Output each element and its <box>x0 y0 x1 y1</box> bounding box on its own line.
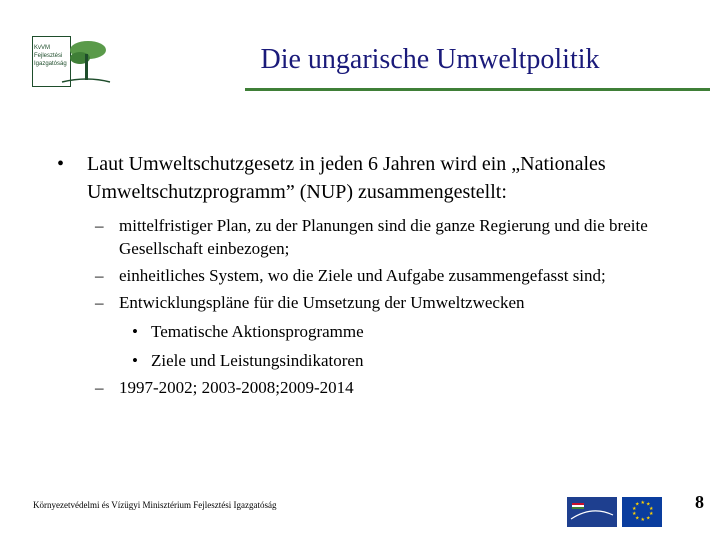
main-bullet-text: Laut Umweltschutzgesetz in jeden 6 Jahren wird ein „Nationales Umweltschutzprogramm” (NUP) zusammengestellt: <box>87 153 606 203</box>
logo-text <box>34 44 70 68</box>
hungarian-presidency-flag-icon <box>567 497 617 527</box>
sub-sub-bullet <box>57 349 677 372</box>
logo-line: Fejlesztési <box>34 53 63 59</box>
sub-bullet <box>57 214 677 260</box>
dash-mark: – <box>95 266 104 285</box>
sub-bullet-text: Entwicklungspläne für die Umsetzung der Umweltzwecken <box>119 293 525 312</box>
sub-bullet <box>57 264 677 287</box>
footer-organization: Környezetvédelmi és Vízügyi Minisztérium Fejlesztési Igazgatóság <box>33 500 277 510</box>
dash-mark: – <box>95 216 104 235</box>
bullet-mark: • <box>132 351 138 370</box>
page-number: 8 <box>695 492 704 512</box>
sub-bullet-text: einheitliches System, wo die Ziele und Aufgabe zusammengefasst sind; <box>119 266 606 285</box>
logo-line: Igazgatóság <box>34 61 67 67</box>
sub-bullet <box>57 376 677 399</box>
ministry-logo <box>32 36 112 94</box>
sub-bullet <box>57 291 677 314</box>
slide-title: Die ungarische Umweltpolitik <box>260 44 600 75</box>
svg-text:★: ★ <box>632 511 637 517</box>
sub-bullet-text: mittelfristiger Plan, zu der Planungen sind die ganze Regierung und die breite Gesellschaft einbezogen; <box>119 216 648 258</box>
svg-text:★: ★ <box>640 517 645 523</box>
slide-content <box>57 150 677 399</box>
sub-sub-bullet-text: Tematische Aktionsprogramme <box>151 322 364 341</box>
svg-text:★: ★ <box>646 501 651 508</box>
dash-mark: – <box>95 293 104 312</box>
sub-sub-bullet-text: Ziele und Leistungsindikatoren <box>151 351 364 370</box>
svg-text:★: ★ <box>635 501 640 508</box>
sub-sub-bullet <box>57 320 677 343</box>
svg-text:★: ★ <box>646 515 651 522</box>
svg-text:★: ★ <box>649 506 654 512</box>
svg-text:★: ★ <box>632 506 637 512</box>
logo-line: KvVM <box>34 45 51 51</box>
main-bullet <box>57 150 677 206</box>
svg-text:★: ★ <box>640 500 645 506</box>
bullet-mark: • <box>132 322 138 341</box>
svg-text:★: ★ <box>649 511 654 517</box>
svg-text:★: ★ <box>635 515 640 522</box>
bullet-mark: • <box>57 153 65 175</box>
title-underline <box>245 88 710 91</box>
eu-flag-icon <box>622 497 662 527</box>
sub-bullet-text: 1997-2002; 2003-2008;2009-2014 <box>119 378 354 397</box>
dash-mark: – <box>95 378 104 397</box>
sub-bullet-list <box>57 214 677 399</box>
